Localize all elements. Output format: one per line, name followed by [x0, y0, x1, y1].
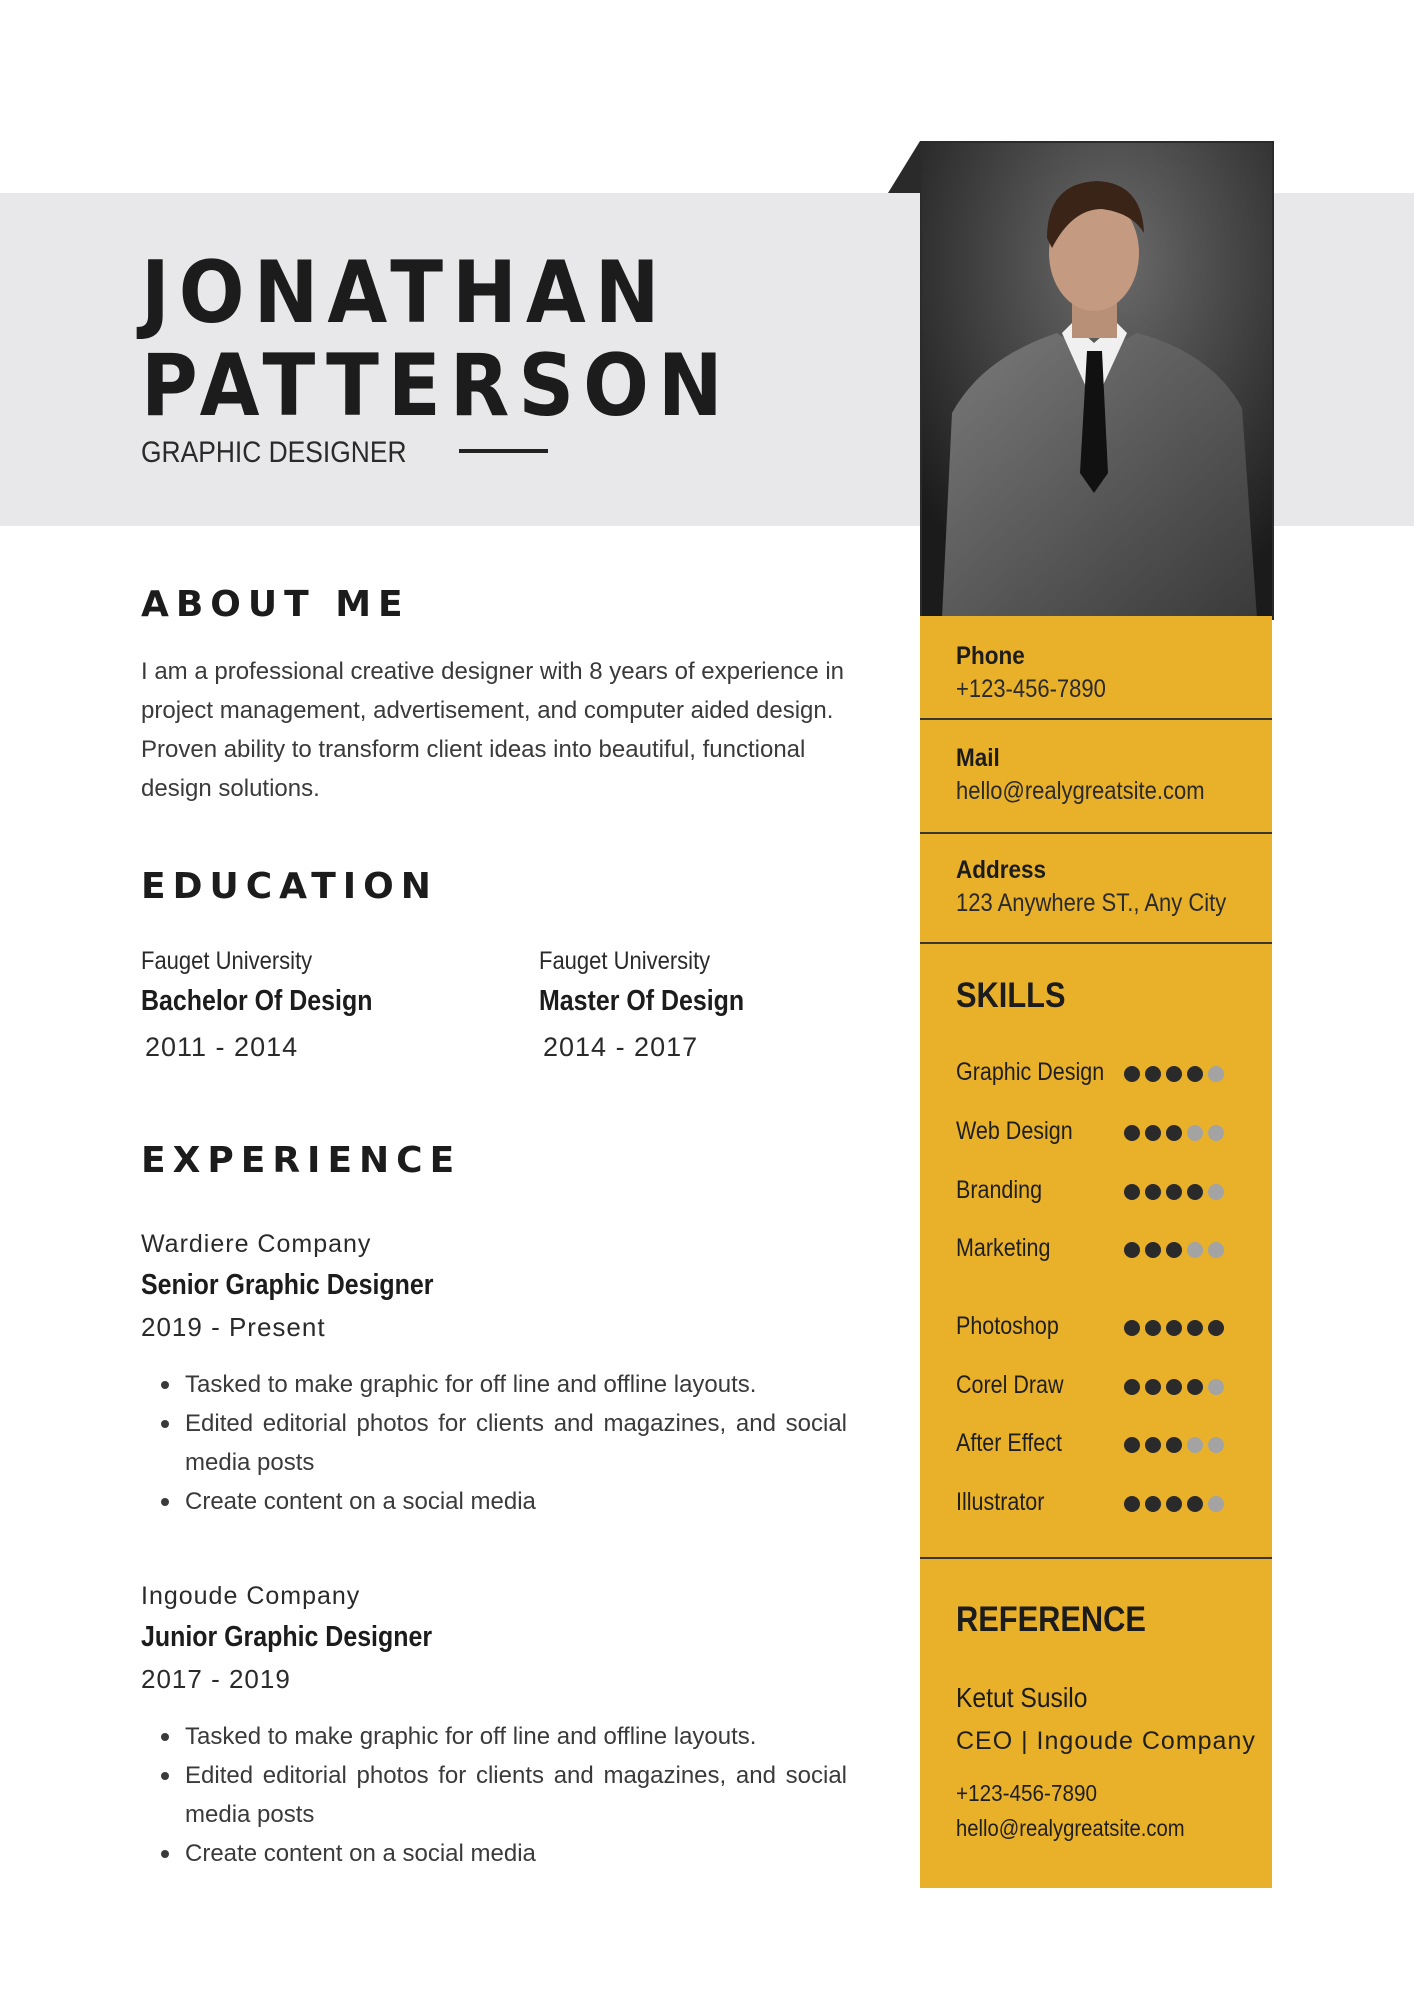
rating-dot-filled [1145, 1125, 1161, 1141]
skill-row [956, 1488, 1256, 1522]
education-item [141, 947, 521, 1063]
experience-role: Senior Graphic Designer [141, 1269, 434, 1301]
reference-phone: +123-456-7890 [956, 1780, 1098, 1806]
photo-corner-tab [888, 141, 920, 193]
rating-dot-empty [1187, 1437, 1203, 1453]
experience-years: 2019 - Present [141, 1312, 326, 1342]
rating-dot-filled [1145, 1320, 1161, 1336]
skill-rating [1124, 1320, 1224, 1336]
rating-dot-empty [1208, 1242, 1224, 1258]
rating-dot-filled [1124, 1496, 1140, 1512]
rating-dot-filled [1124, 1184, 1140, 1200]
contact-address-value: 123 Anywhere ST., Any City [956, 889, 1227, 917]
first-name: JONATHAN [141, 243, 669, 343]
rating-dot-filled [1124, 1242, 1140, 1258]
skill-rating [1124, 1379, 1224, 1395]
rating-dot-filled [1187, 1496, 1203, 1512]
rating-dot-filled [1166, 1125, 1182, 1141]
skill-row [956, 1371, 1256, 1405]
sidebar [920, 616, 1272, 1888]
skill-rating [1124, 1184, 1224, 1200]
experience-years: 2017 - 2019 [141, 1664, 291, 1694]
skill-row [956, 1117, 1256, 1151]
contact-mail-label: Mail [956, 744, 1000, 772]
skill-row [956, 1234, 1256, 1268]
rating-dot-empty [1208, 1066, 1224, 1082]
contact-phone-value: +123-456-7890 [956, 675, 1106, 703]
rating-dot-empty [1208, 1125, 1224, 1141]
rating-dot-filled [1208, 1320, 1224, 1336]
education-degree: Bachelor Of Design [141, 985, 373, 1017]
education-degree: Master Of Design [539, 985, 745, 1017]
rating-dot-empty [1208, 1184, 1224, 1200]
skill-name: After Effect [956, 1429, 1062, 1457]
education-university: Fauget University [141, 947, 313, 975]
skill-row [956, 1176, 1256, 1210]
rating-dot-filled [1166, 1066, 1182, 1082]
about-text: I am a professional creative designer with 8 years of experience in project management, advertisement, and computer aided design. Proven ability to transform client ideas into beautiful, functional design solutions. [141, 658, 845, 802]
contact-mail [956, 744, 1238, 806]
skill-name: Illustrator [956, 1488, 1045, 1516]
divider [920, 1557, 1272, 1559]
experience-bullet: Tasked to make graphic for off line and offline layouts. [141, 1365, 847, 1404]
rating-dot-filled [1145, 1066, 1161, 1082]
skill-name: Photoshop [956, 1312, 1059, 1340]
skill-rating [1124, 1125, 1224, 1141]
contact-phone [956, 642, 1126, 704]
skill-rating [1124, 1242, 1224, 1258]
divider [920, 832, 1272, 834]
skill-row [956, 1312, 1256, 1346]
rating-dot-filled [1145, 1379, 1161, 1395]
experience-bullets [141, 1717, 847, 1873]
divider [920, 942, 1272, 944]
experience-bullets [141, 1365, 847, 1521]
education-item [539, 947, 919, 1063]
experience-company: Ingoude Company [141, 1582, 361, 1610]
title-rule [459, 449, 548, 453]
experience-bullet: Tasked to make graphic for off line and offline layouts. [141, 1717, 847, 1756]
experience-role: Junior Graphic Designer [141, 1621, 433, 1653]
rating-dot-filled [1124, 1437, 1140, 1453]
skill-rating [1124, 1437, 1224, 1453]
contact-phone-label: Phone [956, 642, 1025, 670]
experience-item [141, 1230, 847, 1521]
rating-dot-filled [1145, 1496, 1161, 1512]
experience-item [141, 1582, 847, 1873]
education-heading: EDUCATION [141, 866, 438, 907]
skill-name: Web Design [956, 1117, 1073, 1145]
rating-dot-filled [1145, 1242, 1161, 1258]
divider [920, 718, 1272, 720]
rating-dot-filled [1166, 1379, 1182, 1395]
skill-rating [1124, 1496, 1224, 1512]
reference-name: Ketut Susilo [956, 1682, 1088, 1713]
skills-heading: SKILLS [956, 976, 1066, 1015]
rating-dot-empty [1187, 1125, 1203, 1141]
skill-row [956, 1429, 1256, 1463]
rating-dot-empty [1187, 1242, 1203, 1258]
skill-name: Graphic Design [956, 1058, 1105, 1086]
skill-rating [1124, 1066, 1224, 1082]
rating-dot-filled [1145, 1184, 1161, 1200]
rating-dot-filled [1124, 1379, 1140, 1395]
rating-dot-filled [1166, 1242, 1182, 1258]
rating-dot-filled [1166, 1496, 1182, 1512]
education-years: 2014 - 2017 [543, 1032, 699, 1062]
rating-dot-filled [1187, 1379, 1203, 1395]
rating-dot-filled [1166, 1184, 1182, 1200]
experience-bullet: Edited editorial photos for clients and magazines, and social media posts [141, 1404, 847, 1482]
rating-dot-empty [1208, 1496, 1224, 1512]
contact-mail-value: hello@realygreatsite.com [956, 777, 1205, 805]
rating-dot-filled [1124, 1320, 1140, 1336]
profile-photo [920, 141, 1274, 620]
experience-bullet: Create content on a social media [141, 1834, 847, 1873]
experience-heading: EXPERIENCE [141, 1140, 462, 1181]
rating-dot-filled [1187, 1320, 1203, 1336]
rating-dot-filled [1187, 1066, 1203, 1082]
experience-bullet: Edited editorial photos for clients and magazines, and social media posts [141, 1756, 847, 1834]
experience-company: Wardiere Company [141, 1230, 372, 1258]
about-heading: ABOUT ME [141, 584, 410, 625]
reference-heading: REFERENCE [956, 1600, 1146, 1639]
last-name: PATTERSON [141, 336, 732, 436]
job-title: GRAPHIC DESIGNER [141, 436, 407, 469]
skill-name: Corel Draw [956, 1371, 1064, 1399]
skill-name: Branding [956, 1176, 1043, 1204]
rating-dot-filled [1124, 1125, 1140, 1141]
portrait-image [922, 143, 1272, 618]
reference-title: CEO | Ingoude Company [956, 1727, 1256, 1755]
contact-address-label: Address [956, 856, 1047, 884]
experience-bullet: Create content on a social media [141, 1482, 847, 1521]
rating-dot-empty [1208, 1437, 1224, 1453]
reference-email: hello@realygreatsite.com [956, 1815, 1185, 1841]
rating-dot-filled [1166, 1437, 1182, 1453]
education-university: Fauget University [539, 947, 711, 975]
skill-row [956, 1058, 1256, 1092]
rating-dot-empty [1208, 1379, 1224, 1395]
skill-name: Marketing [956, 1234, 1051, 1262]
rating-dot-filled [1124, 1066, 1140, 1082]
rating-dot-filled [1145, 1437, 1161, 1453]
education-years: 2011 - 2014 [145, 1032, 299, 1062]
rating-dot-filled [1166, 1320, 1182, 1336]
rating-dot-filled [1187, 1184, 1203, 1200]
contact-address [956, 856, 1263, 918]
